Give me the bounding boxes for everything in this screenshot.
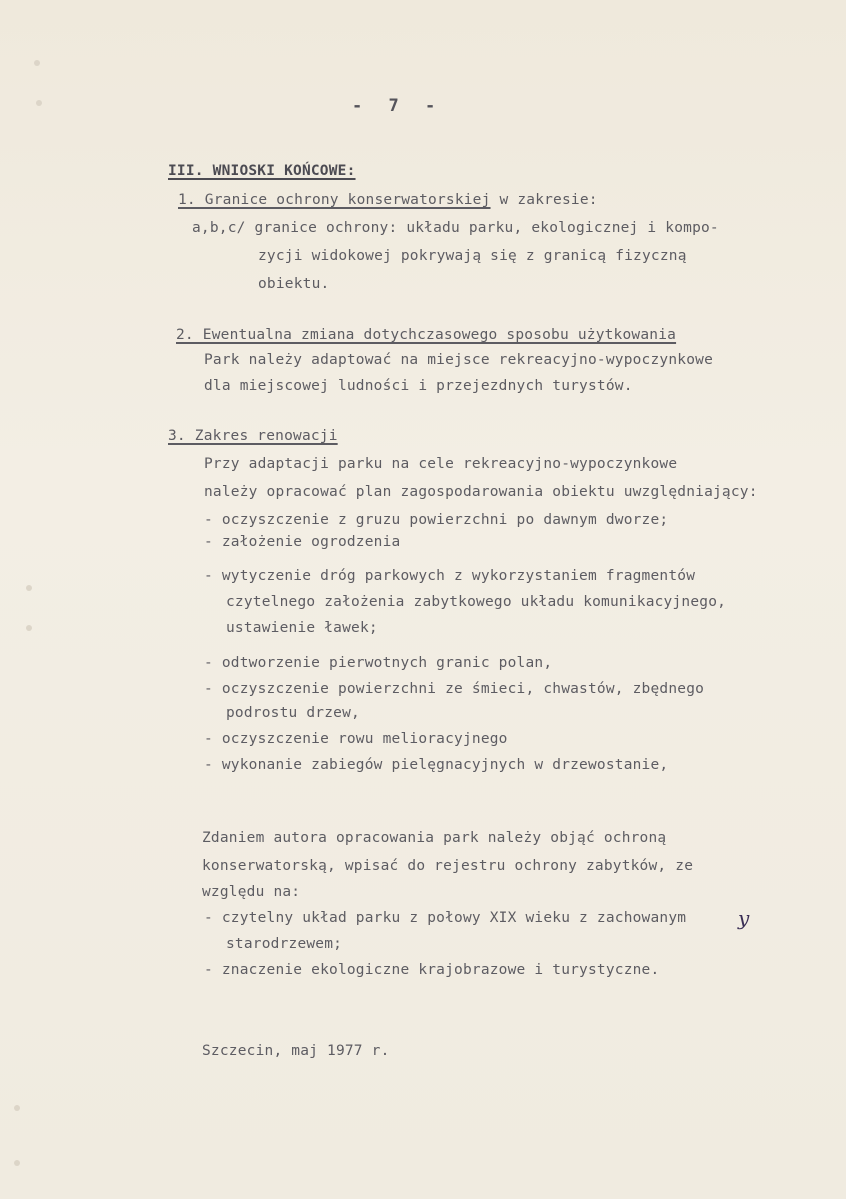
item2-heading: 2. Ewentualna zmiana dotychczasowego sposobu użytkowania: [176, 327, 677, 343]
text-line: dla miejscowej ludności i przejezdnych turystów.: [204, 378, 633, 394]
page-number: - 7 -: [352, 96, 444, 116]
text-line: starodrzewem;: [226, 936, 343, 952]
text-line: Park należy adaptować na miejsce rekreacyjno-wypoczynkowe: [204, 352, 713, 368]
list-item: - oczyszczenie z gruzu powierzchni po dawnym dworze;: [204, 512, 669, 528]
text-line: Zdaniem autora opracowania park należy objąć ochroną: [202, 830, 667, 846]
list-item: - wykonanie zabiegów pielęgnacyjnych w drzewostanie,: [204, 757, 669, 773]
list-item: - oczyszczenie powierzchni ze śmieci, chwastów, zbędnego: [204, 681, 705, 697]
text-line: konserwatorską, wpisać do rejestru ochrony zabytków, ze: [202, 858, 694, 874]
punch-hole-mark: [36, 100, 42, 106]
punch-hole-mark: [14, 1160, 20, 1166]
text-line: obiektu.: [258, 276, 330, 292]
item1-heading-tail: w zakresie:: [490, 192, 598, 208]
list-item: - czytelny układ parku z połowy XIX wieku z zachowanym: [204, 910, 687, 926]
text-line: czytelnego założenia zabytkowego układu komunikacyjnego,: [226, 594, 727, 610]
place-date: Szczecin, maj 1977 r.: [202, 1043, 390, 1059]
list-item: - znaczenie ekologiczne krajobrazowe i turystyczne.: [204, 962, 660, 978]
item3-heading: 3. Zakres renowacji: [168, 428, 338, 444]
text-line: należy opracować plan zagospodarowania obiektu uwzględniający:: [204, 484, 758, 500]
list-item: - odtworzenie pierwotnych granic polan,: [204, 655, 553, 671]
item1-heading-line: [178, 192, 598, 208]
list-item: - wytyczenie dróg parkowych z wykorzystaniem fragmentów: [204, 568, 696, 584]
punch-hole-mark: [34, 60, 40, 66]
text-line: podrostu drzew,: [226, 705, 360, 721]
text-line: względu na:: [202, 884, 301, 900]
text-line: Przy adaptacji parku na cele rekreacyjno-wypoczynkowe: [204, 456, 678, 472]
list-item: - oczyszczenie rowu melioracyjnego: [204, 731, 508, 747]
item1-heading: 1. Granice ochrony konserwatorskiej: [178, 192, 491, 208]
punch-hole-mark: [26, 585, 32, 591]
section-heading: III. WNIOSKI KOŃCOWE:: [168, 163, 356, 179]
list-item: - założenie ogrodzenia: [204, 534, 401, 550]
text-line: ustawienie ławek;: [226, 620, 378, 636]
handwritten-mark: y: [738, 906, 750, 930]
punch-hole-mark: [14, 1105, 20, 1111]
text-line: zycji widokowej pokrywają się z granicą fizyczną: [258, 248, 687, 264]
text-line: a,b,c/ granice ochrony: układu parku, ekologicznej i kompo-: [192, 220, 719, 236]
punch-hole-mark: [26, 625, 32, 631]
